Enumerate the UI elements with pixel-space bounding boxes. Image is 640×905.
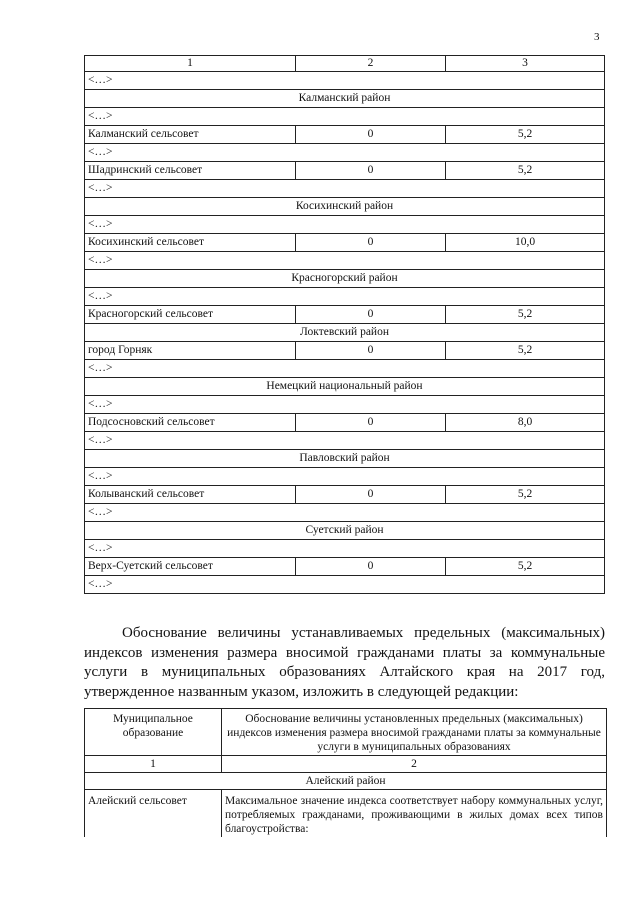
ellipsis-row — [85, 540, 605, 558]
indices-table — [84, 55, 605, 594]
section-row — [85, 270, 605, 288]
section-row — [85, 198, 605, 216]
district-name: Павловский район — [85, 450, 605, 468]
district-name: Суетский район — [85, 522, 605, 540]
ellipsis-row — [85, 396, 605, 414]
index-value: 5,2 — [446, 162, 605, 180]
justification-table — [84, 708, 607, 837]
municipality-header: Муниципальное образование — [85, 709, 222, 756]
section-row — [85, 378, 605, 396]
table-row — [85, 486, 605, 504]
table-row — [85, 414, 605, 432]
ellipsis-row — [85, 72, 605, 90]
paragraph-text: Обоснование величины устанавливаемых предельных (максимальных) индексов изменения размера вносимой гражданами платы за коммунальные услуги в муниципальных образованиях Алтайского края на 2017 год, утвержденное названным указом, изложить в следующей редакции: — [84, 625, 605, 700]
table-header-row — [85, 56, 605, 72]
ellipsis-row — [85, 576, 605, 594]
index-value: 5,2 — [446, 126, 605, 144]
index-value: 8,0 — [446, 414, 605, 432]
table-header-row — [85, 709, 607, 756]
ellipsis-row — [85, 468, 605, 486]
index-value: 5,2 — [446, 306, 605, 324]
district-name: Немецкий национальный район — [85, 378, 605, 396]
value-col2: 0 — [296, 558, 446, 576]
index-value: 5,2 — [446, 486, 605, 504]
omission-marker: <…> — [85, 396, 605, 414]
omission-marker: <…> — [85, 144, 605, 162]
ellipsis-row — [85, 360, 605, 378]
column-number: 2 — [296, 56, 446, 72]
ellipsis-row — [85, 288, 605, 306]
omission-marker: <…> — [85, 540, 605, 558]
district-name: Калманский район — [85, 90, 605, 108]
municipality-name: Алейский сельсовет — [85, 790, 222, 838]
table-row — [85, 306, 605, 324]
body-paragraph — [84, 624, 605, 702]
justification-header: Обоснование величины установленных предельных (максимальных) индексов изменения размера вносимой гражданами платы за коммунальные услуги в муниципальных образованиях — [222, 709, 607, 756]
section-row — [85, 773, 607, 790]
table-row — [85, 558, 605, 576]
omission-marker: <…> — [85, 360, 605, 378]
section-row — [85, 522, 605, 540]
column-number: 3 — [446, 56, 605, 72]
omission-marker: <…> — [85, 288, 605, 306]
municipality-name: Калманский сельсовет — [85, 126, 296, 144]
omission-marker: <…> — [85, 504, 605, 522]
index-value: 10,0 — [446, 234, 605, 252]
table-row — [85, 342, 605, 360]
section-row — [85, 450, 605, 468]
column-numbers-row — [85, 756, 607, 773]
column-number: 1 — [85, 56, 296, 72]
omission-marker: <…> — [85, 216, 605, 234]
value-col2: 0 — [296, 162, 446, 180]
index-value: 5,2 — [446, 342, 605, 360]
value-col2: 0 — [296, 414, 446, 432]
omission-marker: <…> — [85, 72, 605, 90]
ellipsis-row — [85, 432, 605, 450]
table-row — [85, 790, 607, 838]
municipality-name: Колыванский сельсовет — [85, 486, 296, 504]
omission-marker: <…> — [85, 468, 605, 486]
value-col2: 0 — [296, 126, 446, 144]
table-row — [85, 234, 605, 252]
value-col2: 0 — [296, 486, 446, 504]
value-col2: 0 — [296, 234, 446, 252]
omission-marker: <…> — [85, 252, 605, 270]
section-row — [85, 324, 605, 342]
page-number: 3 — [594, 31, 600, 43]
ellipsis-row — [85, 216, 605, 234]
omission-marker: <…> — [85, 108, 605, 126]
omission-marker: <…> — [85, 180, 605, 198]
section-row — [85, 90, 605, 108]
omission-marker: <…> — [85, 576, 605, 594]
district-name: Алейский район — [85, 773, 607, 790]
ellipsis-row — [85, 252, 605, 270]
column-number: 1 — [85, 756, 222, 773]
municipality-name: Шадринский сельсовет — [85, 162, 296, 180]
municipality-name: Косихинский сельсовет — [85, 234, 296, 252]
ellipsis-row — [85, 144, 605, 162]
table-row — [85, 162, 605, 180]
justification-text: Максимальное значение индекса соответствует набору коммунальных услуг, потребляемых гражданами, проживающими в жилых домах всех типов благоустройства: — [222, 790, 607, 838]
ellipsis-row — [85, 504, 605, 522]
district-name: Локтевский район — [85, 324, 605, 342]
municipality-name: Красногорский сельсовет — [85, 306, 296, 324]
municipality-name: город Горняк — [85, 342, 296, 360]
municipality-name: Верх-Суетский сельсовет — [85, 558, 296, 576]
district-name: Красногорский район — [85, 270, 605, 288]
municipality-name: Подсосновский сельсовет — [85, 414, 296, 432]
table-row — [85, 126, 605, 144]
index-value: 5,2 — [446, 558, 605, 576]
column-number: 2 — [222, 756, 607, 773]
district-name: Косихинский район — [85, 198, 605, 216]
ellipsis-row — [85, 108, 605, 126]
value-col2: 0 — [296, 306, 446, 324]
ellipsis-row — [85, 180, 605, 198]
value-col2: 0 — [296, 342, 446, 360]
omission-marker: <…> — [85, 432, 605, 450]
